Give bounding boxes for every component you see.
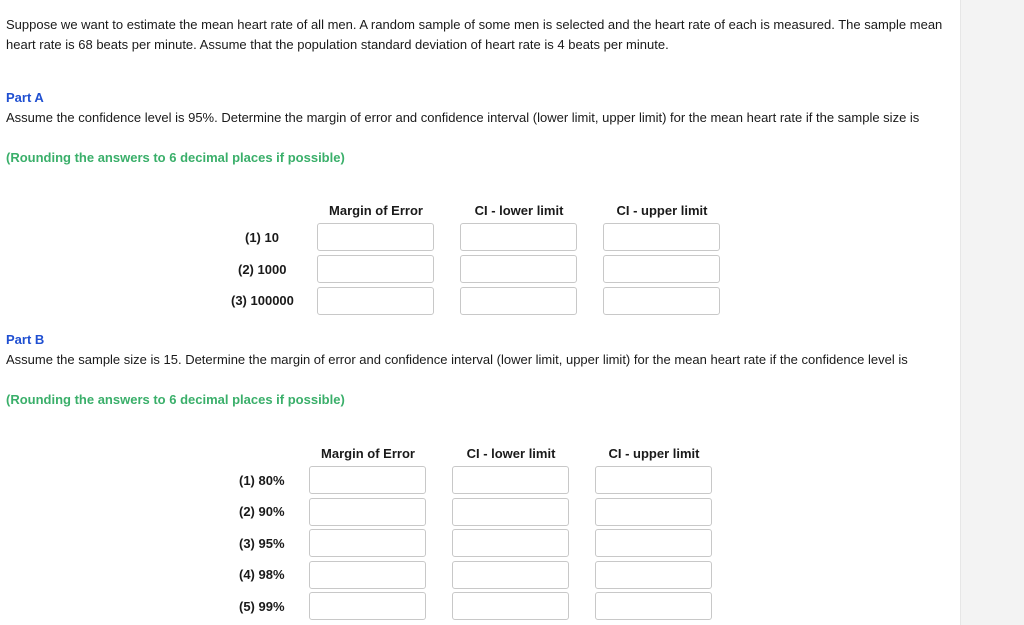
part-b-row-label-3: (3) 95% <box>239 536 285 551</box>
part-a-heading: Part A <box>6 90 44 105</box>
part-b-3-ci-upper-input[interactable] <box>595 529 712 557</box>
part-b-4-margin-of-error-input[interactable] <box>309 561 426 589</box>
part-b-5-margin-of-error-input[interactable] <box>309 592 426 620</box>
part-b-row-label-1: (1) 80% <box>239 473 285 488</box>
part-a-3-ci-upper-input[interactable] <box>603 287 720 315</box>
part-b-5-ci-lower-input[interactable] <box>452 592 569 620</box>
part-b-2-ci-lower-input[interactable] <box>452 498 569 526</box>
part-b-instruction: Assume the sample size is 15. Determine the margin of error and confidence interval (lower limit, upper limit) for the mean heart rate if the confidence level is <box>6 352 908 367</box>
part-b-header-ci-lower: CI - lower limit <box>466 446 556 461</box>
part-a-1-ci-upper-input[interactable] <box>603 223 720 251</box>
part-a-row-label-3: (3) 100000 <box>231 293 294 308</box>
part-b-header-margin-of-error: Margin of Error <box>321 446 415 461</box>
part-b-1-margin-of-error-input[interactable] <box>309 466 426 494</box>
part-b-3-ci-lower-input[interactable] <box>452 529 569 557</box>
part-a-3-ci-lower-input[interactable] <box>460 287 577 315</box>
part-a-rounding-note: (Rounding the answers to 6 decimal places if possible) <box>6 150 345 165</box>
part-a-2-margin-of-error-input[interactable] <box>317 255 434 283</box>
part-b-rounding-note: (Rounding the answers to 6 decimal places if possible) <box>6 392 345 407</box>
part-b-row-label-5: (5) 99% <box>239 599 285 614</box>
part-b-5-ci-upper-input[interactable] <box>595 592 712 620</box>
part-b-heading: Part B <box>6 332 45 347</box>
part-a-row-label-1: (1) 10 <box>245 230 279 245</box>
part-a-header-ci-upper: CI - upper limit <box>616 203 708 218</box>
part-b-4-ci-lower-input[interactable] <box>452 561 569 589</box>
part-a-2-ci-upper-input[interactable] <box>603 255 720 283</box>
part-b-1-ci-upper-input[interactable] <box>595 466 712 494</box>
part-a-row-label-2: (2) 1000 <box>238 262 287 277</box>
part-a-2-ci-lower-input[interactable] <box>460 255 577 283</box>
part-b-2-margin-of-error-input[interactable] <box>309 498 426 526</box>
part-b-row-label-2: (2) 90% <box>239 504 285 519</box>
part-a-header-ci-lower: CI - lower limit <box>474 203 564 218</box>
part-b-1-ci-lower-input[interactable] <box>452 466 569 494</box>
problem-intro: Suppose we want to estimate the mean heart rate of all men. A random sample of some men is selected and the heart rate of each is measured. The sample mean heart rate is 68 beats per minute. Assume that the population standard deviation of heart rate is 4 beats per minute. <box>6 17 943 52</box>
part-b-4-ci-upper-input[interactable] <box>595 561 712 589</box>
right-side-panel <box>960 0 1024 625</box>
part-a-1-margin-of-error-input[interactable] <box>317 223 434 251</box>
part-b-3-margin-of-error-input[interactable] <box>309 529 426 557</box>
part-a-instruction: Assume the confidence level is 95%. Determine the margin of error and confidence interval (lower limit, upper limit) for the mean heart rate if the sample size is <box>6 110 920 125</box>
part-b-header-ci-upper: CI - upper limit <box>608 446 700 461</box>
part-a-1-ci-lower-input[interactable] <box>460 223 577 251</box>
part-a-header-margin-of-error: Margin of Error <box>329 203 423 218</box>
part-b-2-ci-upper-input[interactable] <box>595 498 712 526</box>
part-b-row-label-4: (4) 98% <box>239 567 285 582</box>
part-a-3-margin-of-error-input[interactable] <box>317 287 434 315</box>
